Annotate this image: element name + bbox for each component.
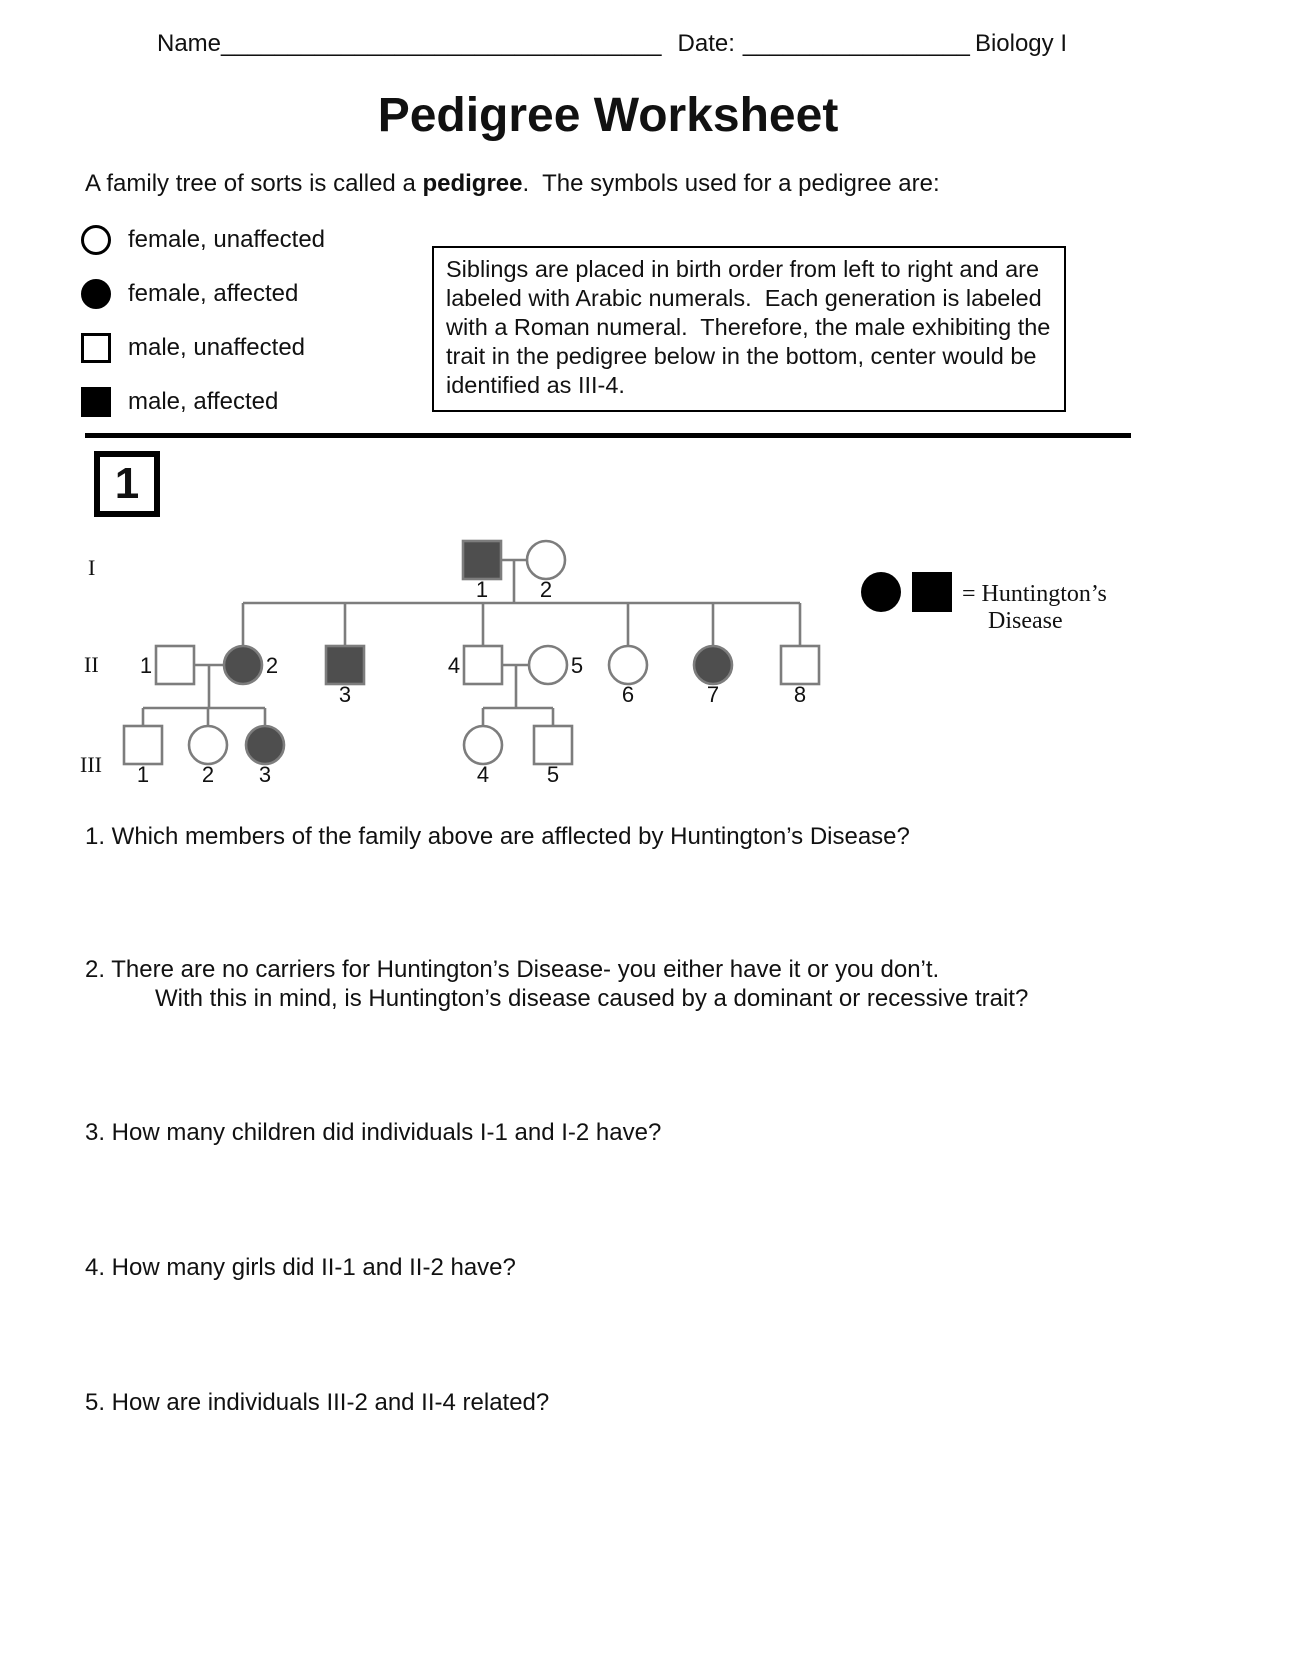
question-1 xyxy=(85,822,1185,851)
legend-label-female-unaffected: female, unaffected xyxy=(128,226,326,253)
question-2 xyxy=(85,955,1185,1013)
pedigree-number-II-6: 6 xyxy=(621,682,635,707)
date-label: Date: xyxy=(677,30,735,57)
intro-post: . The symbols used for a pedigree are: xyxy=(522,170,940,197)
pedigree-individual-III-3 xyxy=(246,726,284,764)
question-5-text: 5. How are individuals III-2 and II-4 related? xyxy=(85,1389,550,1416)
pedigree-individual-II-7 xyxy=(694,646,732,684)
pedigree-individual-III-4 xyxy=(464,726,502,764)
pedigree-individual-II-1 xyxy=(156,646,194,684)
disease-legend-circle-icon xyxy=(861,572,901,612)
pedigree-individual-III-1 xyxy=(124,726,162,764)
generation-label-I: I xyxy=(88,555,96,580)
pedigree-number-III-4: 4 xyxy=(476,762,490,787)
legend-label-male-unaffected: male, unaffected xyxy=(128,334,306,361)
pedigree-number-II-7: 7 xyxy=(706,682,720,707)
pedigree-number-III-5: 5 xyxy=(546,762,560,787)
pedigree-individual-II-8 xyxy=(781,646,819,684)
question-3 xyxy=(85,1118,1185,1147)
question-5 xyxy=(85,1388,1185,1417)
pedigree-number-II-8: 8 xyxy=(793,682,807,707)
generation-label-II: II xyxy=(84,652,99,677)
pedigree-number-III-3: 3 xyxy=(258,762,272,787)
disease-legend-square-icon xyxy=(912,572,952,612)
question-4 xyxy=(85,1253,1185,1282)
legend-label-female-affected: female, affected xyxy=(128,280,299,307)
pedigree-individual-III-2 xyxy=(189,726,227,764)
pedigree-individual-II-5 xyxy=(529,646,567,684)
pedigree-number-III-1: 1 xyxy=(136,762,150,787)
date-blank-line: _________________ xyxy=(742,30,970,57)
course-label: Biology I xyxy=(974,30,1067,57)
pedigree-individual-III-5 xyxy=(534,726,572,764)
question-2-text: 2. There are no carriers for Huntington’s Disease- you either have it or you don’t. xyxy=(85,956,940,983)
pedigree-number-II-4: 4 xyxy=(447,653,461,678)
disease-legend-text-line2: Disease xyxy=(988,608,1063,634)
pedigree-number-II-2: 2 xyxy=(265,653,279,678)
page-title: Pedigree Worksheet xyxy=(377,89,839,142)
disease-legend-text-line1: = Huntington’s xyxy=(962,581,1107,607)
generation-label-III: III xyxy=(80,752,102,777)
question-4-text: 4. How many girls did II-1 and II-2 have? xyxy=(85,1254,516,1281)
question-1-text: 1. Which members of the family above are afflected by Huntington’s Disease? xyxy=(85,823,910,850)
pedigree-individual-I-1 xyxy=(463,541,501,579)
name-label: Name xyxy=(157,30,222,57)
pedigree-individual-I-2 xyxy=(527,541,565,579)
pedigree-number-I-2: 2 xyxy=(539,577,553,602)
legend-label-male-affected: male, affected xyxy=(128,388,279,415)
pedigree-number-II-1: 1 xyxy=(139,653,153,678)
question-3-text: 3. How many children did individuals I-1 and I-2 have? xyxy=(85,1119,662,1146)
name-blank-line: _________________________________ xyxy=(221,30,662,57)
pedigree-number-II-3: 3 xyxy=(338,682,352,707)
pedigree-individual-II-4 xyxy=(464,646,502,684)
info-box: Siblings are placed in birth order from left to right and are labeled with Arabic numerals. Each generation is labeled with a Roman numeral. Therefore, the male exhibiting the trait in the pedigree below in the bottom, center would be identified as III-4. xyxy=(432,246,1066,412)
pedigree-individual-II-3 xyxy=(326,646,364,684)
pedigree-individual-II-2 xyxy=(224,646,262,684)
pedigree-number-I-1: 1 xyxy=(475,577,489,602)
question-2-text-line2: With this in mind, is Huntington’s disease caused by a dominant or recessive trait? xyxy=(155,985,1029,1012)
pedigree-individual-II-6 xyxy=(609,646,647,684)
intro-pre: A family tree of sorts is called a xyxy=(85,170,423,197)
pedigree-number-III-2: 2 xyxy=(201,762,215,787)
pedigree-number-II-5: 5 xyxy=(570,653,584,678)
problem-number: 1 xyxy=(114,459,140,508)
intro-bold-word: pedigree xyxy=(422,170,523,197)
